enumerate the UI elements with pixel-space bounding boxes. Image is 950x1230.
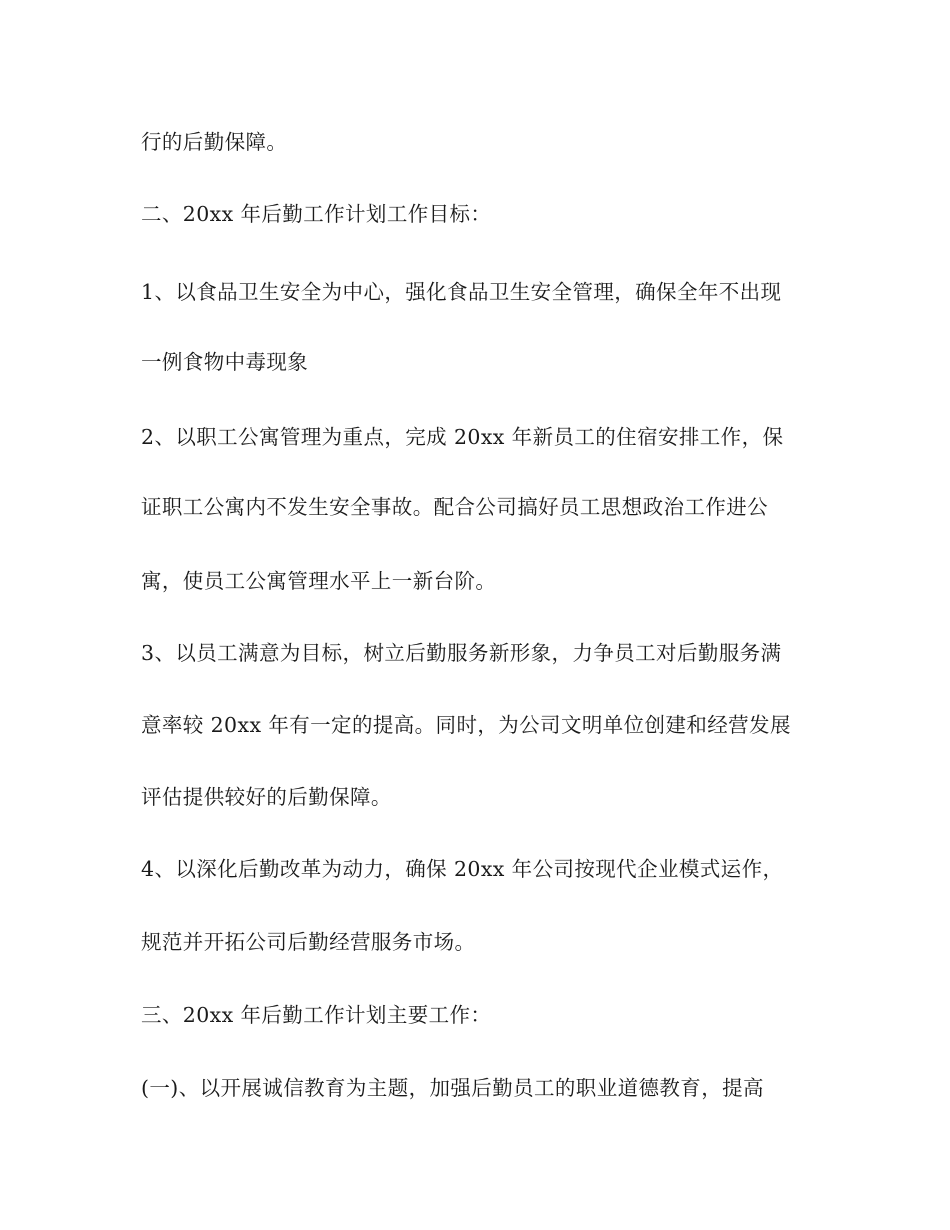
text-line-4: 一例食物中毒现象 [141, 350, 309, 374]
text-line-6: 证职工公寓内不发生安全事故。配合公司搞好员工思想政治工作进公 [141, 495, 768, 519]
text-line-11: 4、以深化后勤改革为动力，确保 20xx 年公司按现代企业模式运作， [141, 857, 784, 881]
text-line-14: (一)、以开展诚信教育为主题，加强后勤员工的职业道德教育，提高 [141, 1076, 764, 1100]
text-line-9: 意率较 20xx 年有一定的提高。同时，为公司文明单位创建和经营发展 [141, 713, 791, 737]
text-line-5: 2、以职工公寓管理为重点，完成 20xx 年新员工的住宿安排工作，保 [141, 425, 784, 449]
text-line-8: 3、以员工满意为目标，树立后勤服务新形象，力争员工对后勤服务满 [141, 641, 782, 665]
text-line-3: 1、以食品卫生安全为中心，强化食品卫生安全管理，确保全年不出现 [141, 280, 782, 304]
section-heading-main-work: 三、20xx 年后勤工作计划主要工作： [141, 1003, 492, 1027]
text-line-1: 行的后勤保障。 [141, 130, 288, 154]
text-line-7: 寓，使员工公寓管理水平上一新台阶。 [141, 569, 497, 593]
section-heading-goals: 二、20xx 年后勤工作计划工作目标： [141, 202, 492, 226]
text-line-10: 评估提供较好的后勤保障。 [141, 785, 392, 809]
text-line-12: 规范并开拓公司后勤经营服务市场。 [141, 930, 476, 954]
